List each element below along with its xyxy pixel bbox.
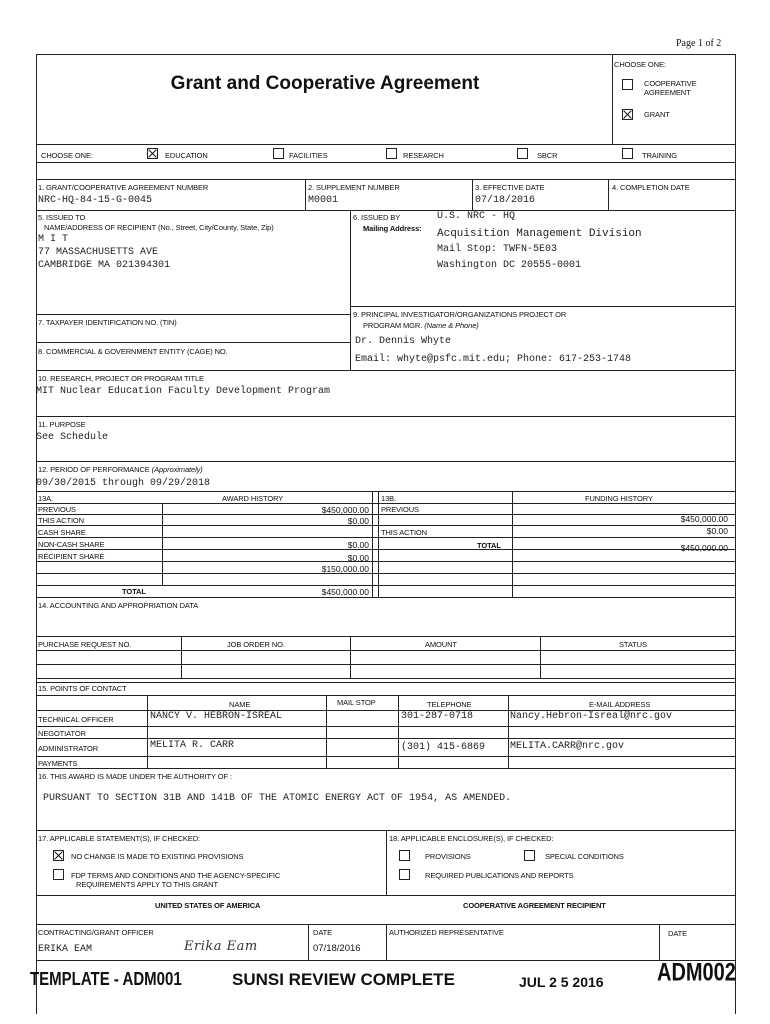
- authority-value: PURSUANT TO SECTION 31B AND 141B OF THE ATOMIC ENERGY ACT OF 1954, AS AMENDED.: [43, 793, 512, 804]
- divider: [36, 650, 736, 651]
- education-checkbox[interactable]: [147, 148, 158, 159]
- divider: [181, 636, 182, 678]
- divider: [350, 306, 736, 307]
- education-label: EDUCATION: [165, 151, 208, 160]
- sbcr-checkbox[interactable]: [517, 148, 528, 159]
- grant-label: GRANT: [644, 110, 670, 119]
- authorized-date-label: DATE: [668, 929, 688, 938]
- field13a-label: 13A.: [38, 494, 54, 503]
- technical-officer-phone: 301-287-0718: [401, 711, 474, 722]
- field9-label-line1: 9. PRINCIPAL INVESTIGATOR/ORGANIZATIONS PROJECT OR: [353, 310, 567, 319]
- divider: [36, 756, 736, 757]
- form-title: Grant and Cooperative Agreement: [170, 73, 480, 94]
- adm-stamp: ADM002: [657, 959, 736, 987]
- divider: [386, 924, 387, 960]
- funding-value-previous: $450,000.00: [680, 514, 728, 524]
- divider: [36, 416, 736, 417]
- divider: [36, 636, 736, 637]
- col-job-order-no: JOB ORDER NO.: [227, 640, 285, 649]
- fdp-terms-label-line2: REQUIREMENTS APPLY TO THIS GRANT: [76, 880, 218, 889]
- divider: [305, 179, 306, 210]
- divider: [608, 179, 609, 210]
- issuer-line-4: Washington DC 20555-0001: [437, 260, 582, 271]
- field3-value: 07/18/2016: [475, 195, 536, 206]
- field6-mailing-label: Mailing Address:: [363, 224, 422, 233]
- role-payments: PAYMENTS: [38, 759, 78, 768]
- divider: [147, 695, 148, 768]
- divider: [36, 895, 736, 896]
- col-telephone: TELEPHONE: [427, 700, 472, 709]
- field5-sublabel: NAME/ADDRESS OF RECIPIENT (No., Street, City/County, State, Zip): [44, 223, 274, 232]
- col-amount: AMOUNT: [425, 640, 457, 649]
- grant-checkbox[interactable]: [622, 109, 633, 120]
- choose-one-top-label: CHOOSE ONE:: [614, 60, 666, 69]
- divider: [36, 210, 736, 211]
- divider: [162, 503, 163, 585]
- recipient-name: M I T: [38, 234, 69, 245]
- field8-label: 8. COMMERCIAL & GOVERNMENT ENTITY (CAGE) NO.: [38, 347, 228, 356]
- special-conditions-label: SPECIAL CONDITIONS: [545, 852, 624, 861]
- authorized-label: AUTHORIZED REPRESENTATIVE: [389, 928, 504, 937]
- recipient-header: COOPERATIVE AGREEMENT RECIPIENT: [463, 901, 606, 910]
- award-value-cash-share: $0.00: [347, 540, 369, 550]
- field5-label: 5. ISSUED TO: [38, 213, 86, 222]
- divider: [512, 491, 513, 597]
- role-technical-officer: TECHNICAL OFFICER: [38, 715, 114, 724]
- col-purchase-request-no: PURCHASE REQUEST NO.: [38, 640, 132, 649]
- field16-label: 16. THIS AWARD IS MADE UNDER THE AUTHORITY OF :: [38, 772, 232, 781]
- divider: [36, 179, 736, 180]
- role-negotiator: NEGOTIATOR: [38, 729, 86, 738]
- fdp-terms-label-line1: FDP TERMS AND CONDITIONS AND THE AGENCY-SPECIFIC: [71, 871, 281, 880]
- header-divider: [612, 54, 613, 144]
- officer-label: CONTRACTING/GRANT OFFICER: [38, 928, 154, 937]
- project-title: MIT Nuclear Education Faculty Development Program: [36, 386, 331, 397]
- special-conditions-checkbox[interactable]: [524, 850, 535, 861]
- divider: [350, 636, 351, 678]
- officer-date-label: DATE: [313, 928, 333, 937]
- divider: [36, 314, 350, 315]
- administrator-name: MELITA R. CARR: [150, 740, 235, 751]
- field11-label: 11. PURPOSE: [38, 420, 86, 429]
- award-total-label: TOTAL: [122, 587, 146, 596]
- divider: [36, 597, 736, 598]
- field4-label: 4. COMPLETION DATE: [612, 183, 690, 192]
- provisions-label: PROVISIONS: [425, 852, 471, 861]
- facilities-label: FACILITIES: [289, 151, 328, 160]
- divider: [540, 636, 541, 678]
- funding-total-value: $450,000.00: [680, 543, 728, 553]
- divider: [398, 695, 399, 768]
- field17-label: 17. APPLICABLE STATEMENT(S), IF CHECKED:: [38, 834, 201, 843]
- divider: [36, 585, 736, 586]
- divider: [350, 210, 351, 370]
- period-of-performance: 09/30/2015 through 09/29/2018: [36, 478, 211, 489]
- divider: [36, 491, 736, 492]
- training-label: TRAINING: [642, 151, 678, 160]
- issuer-line-1: U.S. NRC - HQ: [437, 211, 516, 222]
- facilities-checkbox[interactable]: [273, 148, 284, 159]
- divider: [508, 695, 509, 768]
- award-row-cash-share: CASH SHARE: [38, 528, 86, 537]
- sunsi-review-stamp: SUNSI REVIEW COMPLETE: [232, 970, 455, 989]
- divider: [326, 695, 327, 768]
- divider: [659, 924, 660, 960]
- cooperative-agreement-checkbox[interactable]: [622, 79, 633, 90]
- divider: [36, 960, 736, 961]
- award-row-this-action: THIS ACTION: [38, 516, 84, 525]
- no-change-checkbox[interactable]: [53, 850, 64, 861]
- recipient-city: CAMBRIDGE MA 021394301: [38, 260, 171, 271]
- divider: [36, 682, 736, 683]
- divider: [372, 491, 373, 597]
- divider: [36, 144, 736, 145]
- field2-value: M0001: [308, 195, 339, 206]
- issuer-line-2: Acquisition Management Division: [437, 228, 642, 240]
- divider: [36, 664, 736, 665]
- funding-total-label: TOTAL: [477, 541, 501, 550]
- col-name: NAME: [229, 700, 251, 709]
- sbcr-label: SBCR: [537, 151, 558, 160]
- field10-label: 10. RESEARCH, PROJECT OR PROGRAM TITLE: [38, 374, 204, 383]
- funding-row-previous: PREVIOUS: [381, 505, 419, 514]
- divider: [308, 924, 309, 960]
- funding-value-this-action: $0.00: [706, 526, 728, 536]
- field18-label: 18. APPLICABLE ENCLOSURE(S), IF CHECKED:: [389, 834, 554, 843]
- divider: [36, 738, 736, 739]
- field9-label-prefix: PROGRAM MGR.: [363, 321, 425, 330]
- field12-label-prefix: 12. PERIOD OF PERFORMANCE: [38, 465, 152, 474]
- col-email: E-MAIL ADDRESS: [589, 700, 651, 709]
- divider: [386, 830, 387, 895]
- field14-label: 14. ACCOUNTING AND APPROPRIATION DATA: [38, 601, 199, 610]
- divider: [36, 162, 736, 163]
- award-value-previous: $450,000.00: [321, 505, 369, 515]
- usa-header: UNITED STATES OF AMERICA: [155, 901, 261, 910]
- award-row-non-cash-share: NON-CASH SHARE: [38, 540, 105, 549]
- field15-label: 15. POINTS OF CONTACT: [38, 684, 127, 693]
- award-value-non-cash-share: $0.00: [347, 553, 369, 563]
- divider: [36, 561, 736, 562]
- choose-one-category-label: CHOOSE ONE:: [41, 151, 93, 160]
- field1-value: NRC-HQ-84-15-G-0045: [38, 195, 153, 206]
- award-history-header: AWARD HISTORY: [222, 494, 284, 503]
- purpose-value: See Schedule: [36, 432, 109, 443]
- divider: [472, 179, 473, 210]
- award-row-recipient-share: RECIPIENT SHARE: [38, 552, 105, 561]
- divider: [36, 726, 736, 727]
- funding-row-this-action: THIS ACTION: [381, 528, 427, 537]
- divider: [36, 342, 350, 343]
- technical-officer-name: NANCY V. HEBRON-ISREAL: [150, 711, 283, 722]
- pi-contact: Email: whyte@psfc.mit.edu; Phone: 617-253-1748: [355, 354, 632, 365]
- award-row-previous: PREVIOUS: [38, 505, 76, 514]
- fdp-terms-checkbox[interactable]: [53, 869, 64, 880]
- divider: [36, 370, 736, 371]
- divider: [36, 678, 736, 679]
- administrator-email: MELITA.CARR@nrc.gov: [510, 741, 625, 752]
- award-value-this-action: $0.00: [347, 516, 369, 526]
- field12-label: [38, 465, 203, 474]
- divider: [36, 503, 736, 504]
- field9-label-line2: [363, 321, 479, 330]
- recipient-street: 77 MASSACHUSETTS AVE: [38, 247, 159, 258]
- officer-date-value: 07/18/2016: [313, 943, 361, 954]
- award-total-value: $450,000.00: [321, 587, 369, 597]
- research-checkbox[interactable]: [386, 148, 397, 159]
- research-label: RESEARCH: [403, 151, 444, 160]
- field9-label-italic: (Name & Phone): [424, 321, 479, 330]
- field1-label: 1. GRANT/COOPERATIVE AGREEMENT NUMBER: [38, 183, 209, 192]
- template-stamp: TEMPLATE - ADM001: [30, 969, 182, 990]
- required-publications-label: REQUIRED PUBLICATIONS AND REPORTS: [425, 871, 574, 880]
- required-publications-checkbox[interactable]: [399, 869, 410, 880]
- page-number: Page 1 of 2: [676, 38, 722, 49]
- divider: [36, 573, 736, 574]
- administrator-phone: (301) 415-6869: [401, 742, 486, 753]
- divider: [36, 768, 736, 769]
- technical-officer-email: Nancy.Hebron-Isreal@nrc.gov: [510, 711, 673, 722]
- officer-name: ERIKA EAM: [38, 944, 93, 955]
- officer-signature: Erika Eam: [184, 939, 258, 954]
- cooperative-agreement-label: [644, 79, 724, 97]
- pi-name: Dr. Dennis Whyte: [355, 336, 452, 347]
- issuer-line-3: Mail Stop: TWFN-5E03: [437, 244, 558, 255]
- cooperative-agreement-label-text: COOPERATIVE AGREEMENT: [644, 79, 697, 97]
- field12-label-italic: (Approximately): [151, 465, 203, 474]
- divider: [36, 537, 736, 538]
- training-checkbox[interactable]: [622, 148, 633, 159]
- field6-label: 6. ISSUED BY: [353, 213, 401, 222]
- role-administrator: ADMINISTRATOR: [38, 744, 99, 753]
- field13b-label: 13B.: [381, 494, 397, 503]
- divider: [378, 491, 379, 597]
- provisions-checkbox[interactable]: [399, 850, 410, 861]
- field3-label: 3. EFFECTIVE DATE: [475, 183, 545, 192]
- no-change-label: NO CHANGE IS MADE TO EXISTING PROVISIONS: [71, 852, 244, 861]
- field2-label: 2. SUPPLEMENT NUMBER: [308, 183, 400, 192]
- col-mail-stop: MAIL STOP: [337, 698, 376, 707]
- award-value-recipient-share: $150,000.00: [321, 564, 369, 574]
- divider: [36, 461, 736, 462]
- field7-label: 7. TAXPAYER IDENTIFICATION NO. (TIN): [38, 318, 177, 327]
- col-status: STATUS: [619, 640, 647, 649]
- divider: [36, 695, 736, 696]
- funding-history-header: FUNDING HISTORY: [585, 494, 653, 503]
- date-stamp: JUL 2 5 2016: [519, 974, 604, 990]
